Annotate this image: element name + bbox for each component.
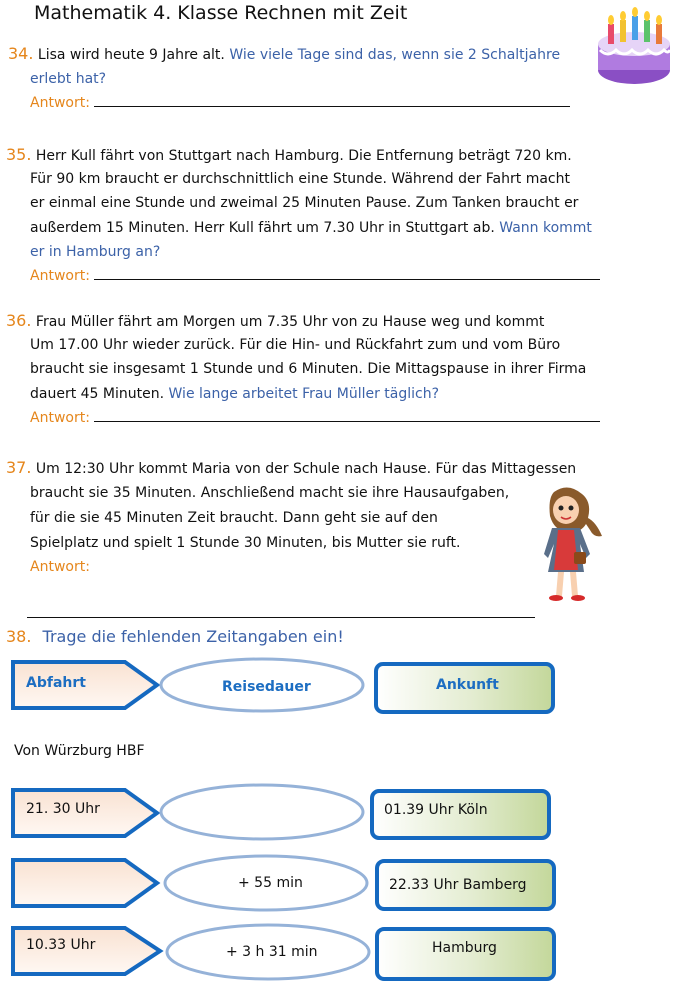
question-number: 36. bbox=[6, 311, 32, 330]
question-35 bbox=[6, 146, 572, 165]
question-text: braucht sie insgesamt 1 Stunde und 6 Minuten. Die Mittagspause in ihrer Firma bbox=[30, 361, 587, 377]
question-number: 38. bbox=[6, 627, 32, 646]
birthday-cake-icon bbox=[594, 6, 676, 90]
header-arrival: Ankunft bbox=[436, 677, 499, 693]
departure-field[interactable] bbox=[26, 873, 126, 891]
question-37 bbox=[6, 459, 576, 478]
answer-line[interactable] bbox=[27, 617, 535, 618]
question-text: außerdem 15 Minuten. Herr Kull fährt um 7.30 Uhr in Stuttgart ab. bbox=[30, 220, 495, 236]
question-text: Spielplatz und spielt 1 Stunde 30 Minuten, bis Mutter sie ruft. bbox=[30, 535, 461, 551]
answer-label: Antwort: bbox=[30, 268, 90, 284]
arrival-field[interactable]: 22.33 Uhr Bamberg bbox=[389, 877, 527, 893]
duration-field[interactable]: + 55 min bbox=[238, 875, 303, 891]
question-36 bbox=[6, 312, 544, 331]
question-text: Herr Kull fährt von Stuttgart nach Hamburg. Die Entfernung beträgt 720 km. bbox=[35, 148, 572, 164]
question-text: Um 12:30 Uhr kommt Maria von der Schule nach Hause. Für das Mittagessen bbox=[35, 461, 577, 477]
question-text: Frau Müller fährt am Morgen um 7.35 Uhr von zu Hause weg und kommt bbox=[35, 314, 545, 330]
question-number: 37. bbox=[6, 458, 32, 477]
question-34 bbox=[8, 45, 560, 64]
question-text: dauert 45 Minuten. bbox=[30, 386, 165, 402]
question-prompt: Wie lange arbeitet Frau Müller täglich? bbox=[168, 386, 440, 402]
duration-field[interactable]: + 3 h 31 min bbox=[226, 944, 318, 960]
timetable-shapes bbox=[0, 655, 680, 985]
question-prompt: erlebt hat? bbox=[30, 71, 107, 87]
question-text bbox=[30, 385, 439, 403]
question-number: 34. bbox=[8, 44, 34, 63]
question-text: Für 90 km braucht er durchschnittlich eine Stunde. Während der Fahrt macht bbox=[30, 171, 570, 187]
question-prompt: Trage die fehlenden Zeitangaben ein! bbox=[42, 627, 344, 646]
question-text: er einmal eine Stunde und zweimal 25 Minuten Pause. Zum Tanken braucht er bbox=[30, 195, 579, 211]
arrival-field[interactable]: Hamburg bbox=[432, 940, 497, 956]
question-text: für die sie 45 Minuten Zeit braucht. Dann geht sie auf den bbox=[30, 510, 438, 526]
answer-label: Antwort: bbox=[30, 559, 90, 575]
arrival-field[interactable]: 01.39 Uhr Köln bbox=[384, 802, 488, 818]
question-prompt: Wann kommt bbox=[499, 220, 592, 236]
duration-field[interactable] bbox=[210, 802, 310, 820]
question-text: Um 17.00 Uhr wieder zurück. Für die Hin- und Rückfahrt zum und vom Büro bbox=[30, 337, 561, 353]
question-38 bbox=[6, 628, 344, 646]
answer-line[interactable] bbox=[30, 94, 570, 112]
header-departure: Abfahrt bbox=[26, 675, 86, 691]
answer-label: Antwort: bbox=[30, 410, 90, 426]
origin-label: Von Würzburg HBF bbox=[14, 743, 145, 759]
answer-label: Antwort: bbox=[30, 95, 90, 111]
question-number: 35. bbox=[6, 145, 32, 164]
header-duration: Reisedauer bbox=[222, 679, 311, 695]
answer-line[interactable] bbox=[30, 409, 600, 427]
answer-line[interactable] bbox=[30, 267, 600, 285]
question-text bbox=[30, 219, 592, 237]
question-text: Lisa wird heute 9 Jahre alt. bbox=[37, 47, 225, 63]
page-title: Mathematik 4. Klasse Rechnen mit Zeit bbox=[34, 2, 408, 24]
departure-field[interactable]: 10.33 Uhr bbox=[26, 937, 96, 953]
question-prompt: Wie viele Tage sind das, wenn sie 2 Schaltjahre bbox=[229, 47, 561, 63]
departure-field[interactable]: 21. 30 Uhr bbox=[26, 801, 100, 817]
girl-illustration bbox=[532, 486, 604, 606]
question-text: braucht sie 35 Minuten. Anschließend macht sie ihre Hausaufgaben, bbox=[30, 485, 510, 501]
question-prompt: er in Hamburg an? bbox=[30, 244, 161, 260]
